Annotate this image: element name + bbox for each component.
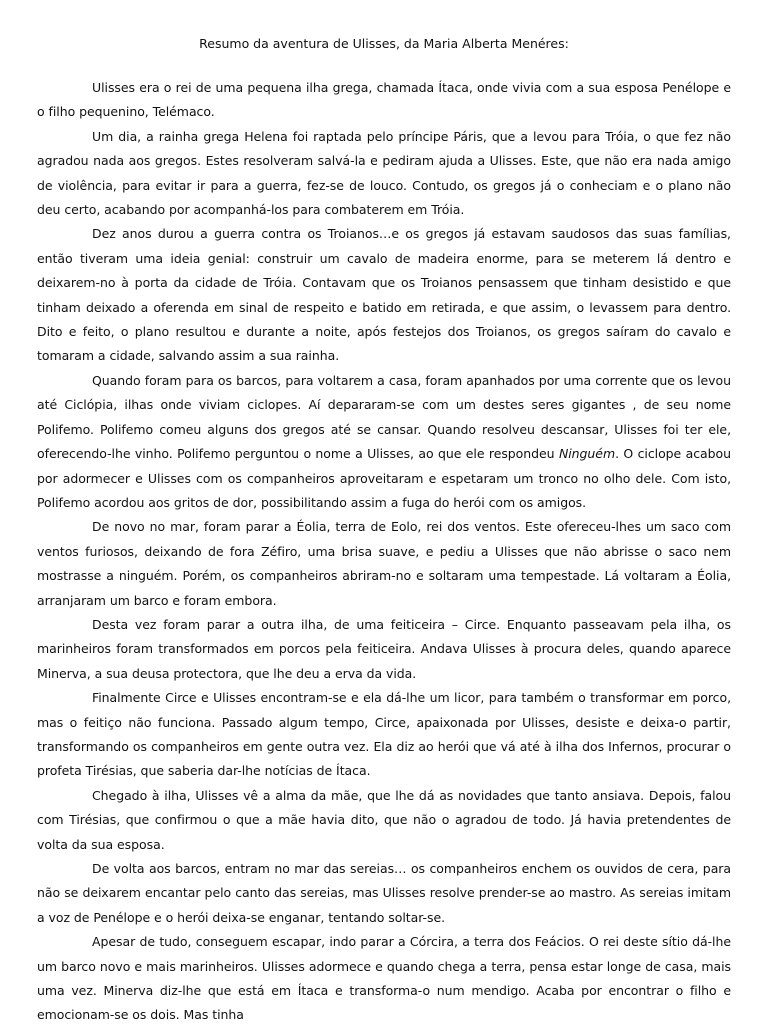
paragraph-4-emphasis: Ninguém (558, 446, 616, 462)
paragraph-2: Um dia, a rainha grega Helena foi raptada pelo príncipe Páris, que a levou para Tróia, o que fez não agradou nada aos gregos. Estes resolveram salvá-la e pediram ajuda a Ulisses. Este, que não era nada amigo de violência, para evitar ir para a guerra, fez-se de louco. Contudo, os gregos já o conheciam e o plano não deu certo, acabando por acompanhá-los para combaterem em Tróia. (37, 128, 731, 218)
paragraph-7: Finalmente Circe e Ulisses encontram-se e ela dá-lhe um licor, para também o transformar em porco, mas o feitiço não funciona. Passado algum tempo, Circe, apaixonada por Ulisses, desiste e deixa-o partir, transformando os companheiros em gente outra vez. Ela diz ao herói que vá até à ilha dos Infernos, procurar o profeta Tirésias, que saberia dar-lhe notícias de Ítaca. (37, 690, 731, 779)
paragraph-5: De novo no mar, foram parar a Éolia, terra de Eolo, rei dos ventos. Este ofereceu-lhes um saco com ventos furiosos, deixando de fora Zéfiro, uma brisa suave, e pediu a Ulisses que não abrisse o saco nem mostrasse a ninguém. Porém, os companheiros abriram-no e soltaram uma tempestade. Lá voltaram a Éolia, arranjaram um barco e foram embora. (37, 519, 731, 608)
document-title: Resumo da aventura de Ulisses, da Maria Alberta Menéres: (199, 36, 569, 51)
paragraph-6: Desta vez foram parar a outra ilha, de uma feiticeira – Circe. Enquanto passeavam pela ilha, os marinheiros foram transformados em porcos pela feiticeira. Andava Ulisses à procura deles, quando aparece Minerva, a sua deusa protectora, que lhe deu a erva da vida. (37, 616, 731, 681)
paragraph-8: Chegado à ilha, Ulisses vê a alma da mãe, que lhe dá as novidades que tanto ansiava. Depois, falou com Tirésias, que confirmou o que a mãe havia dito, que não o agradou de todo. Já havia pretendentes de volta da sua esposa. (37, 787, 731, 852)
paragraph-9: De volta aos barcos, entram no mar das sereias… os companheiros enchem os ouvidos de cera, para não se deixarem encantar pelo canto das sereias, mas Ulisses resolve prender-se ao mastro. As sereias imitam a voz de Penélope e o herói deixa-se enganar, tentando soltar-se. (37, 861, 731, 925)
paragraph-10: Apesar de tudo, conseguem escapar, indo parar a Córcira, a terra dos Feácios. O rei deste sítio dá-lhe um barco novo e mais marinheiros. Ulisses adormece e quando chega a terra, pensa estar longe de casa, mais uma vez. Minerva diz-lhe que está em Ítaca e transforma-o num mendigo. Acaba por encontrar o filho e emocionam-se os dois. Mas tinha (37, 934, 731, 1023)
paragraph-3: Dez anos durou a guerra contra os Troianos…e os gregos já estavam saudosos das suas famílias, então tiveram uma ideia genial: construir um cavalo de madeira enorme, para se meterem lá dentro e deixarem-no à porta da cidade de Tróia. Contavam que os Troianos pensassem que tinham desistido e que tinham deixado a oferenda em sinal de respeito e batido em retirada, e que assim, o levassem para dentro. Dito e feito, o plano resultou e durante a noite, após festejos dos Troianos, os gregos saíram do cavalo e tomaram a cidade, salvando assim a sua rainha. (37, 226, 731, 364)
paragraph-4-text-after: . O ciclope acabou por adormecer e Ulisses com os companheiros aproveitaram e espetaram um tronco no olho dele. Com isto, Polifemo acordou aos gritos de dor, possibilitando assim a fuga do herói com os amigos. (37, 446, 731, 510)
paragraph-4 (37, 369, 731, 515)
paragraph-1: Ulisses era o rei de uma pequena ilha grega, chamada Ítaca, onde vivia com a sua esposa Penélope e o filho pequenino, Telémaco. (37, 80, 731, 120)
paragraph-4-text-before: Quando foram para os barcos, para voltarem a casa, foram apanhados por uma corrente que os levou até Ciclópia, ilhas onde viviam ciclopes. Aí depararam-se com um destes seres gigantes , de seu nome Polifemo. Polifemo comeu alguns dos gregos até se cansar. Quando resolveu descansar, Ulisses foi ter ele, oferecendo-lhe vinho. Polifemo perguntou o nome a Ulisses, ao que ele respondeu (37, 372, 731, 462)
